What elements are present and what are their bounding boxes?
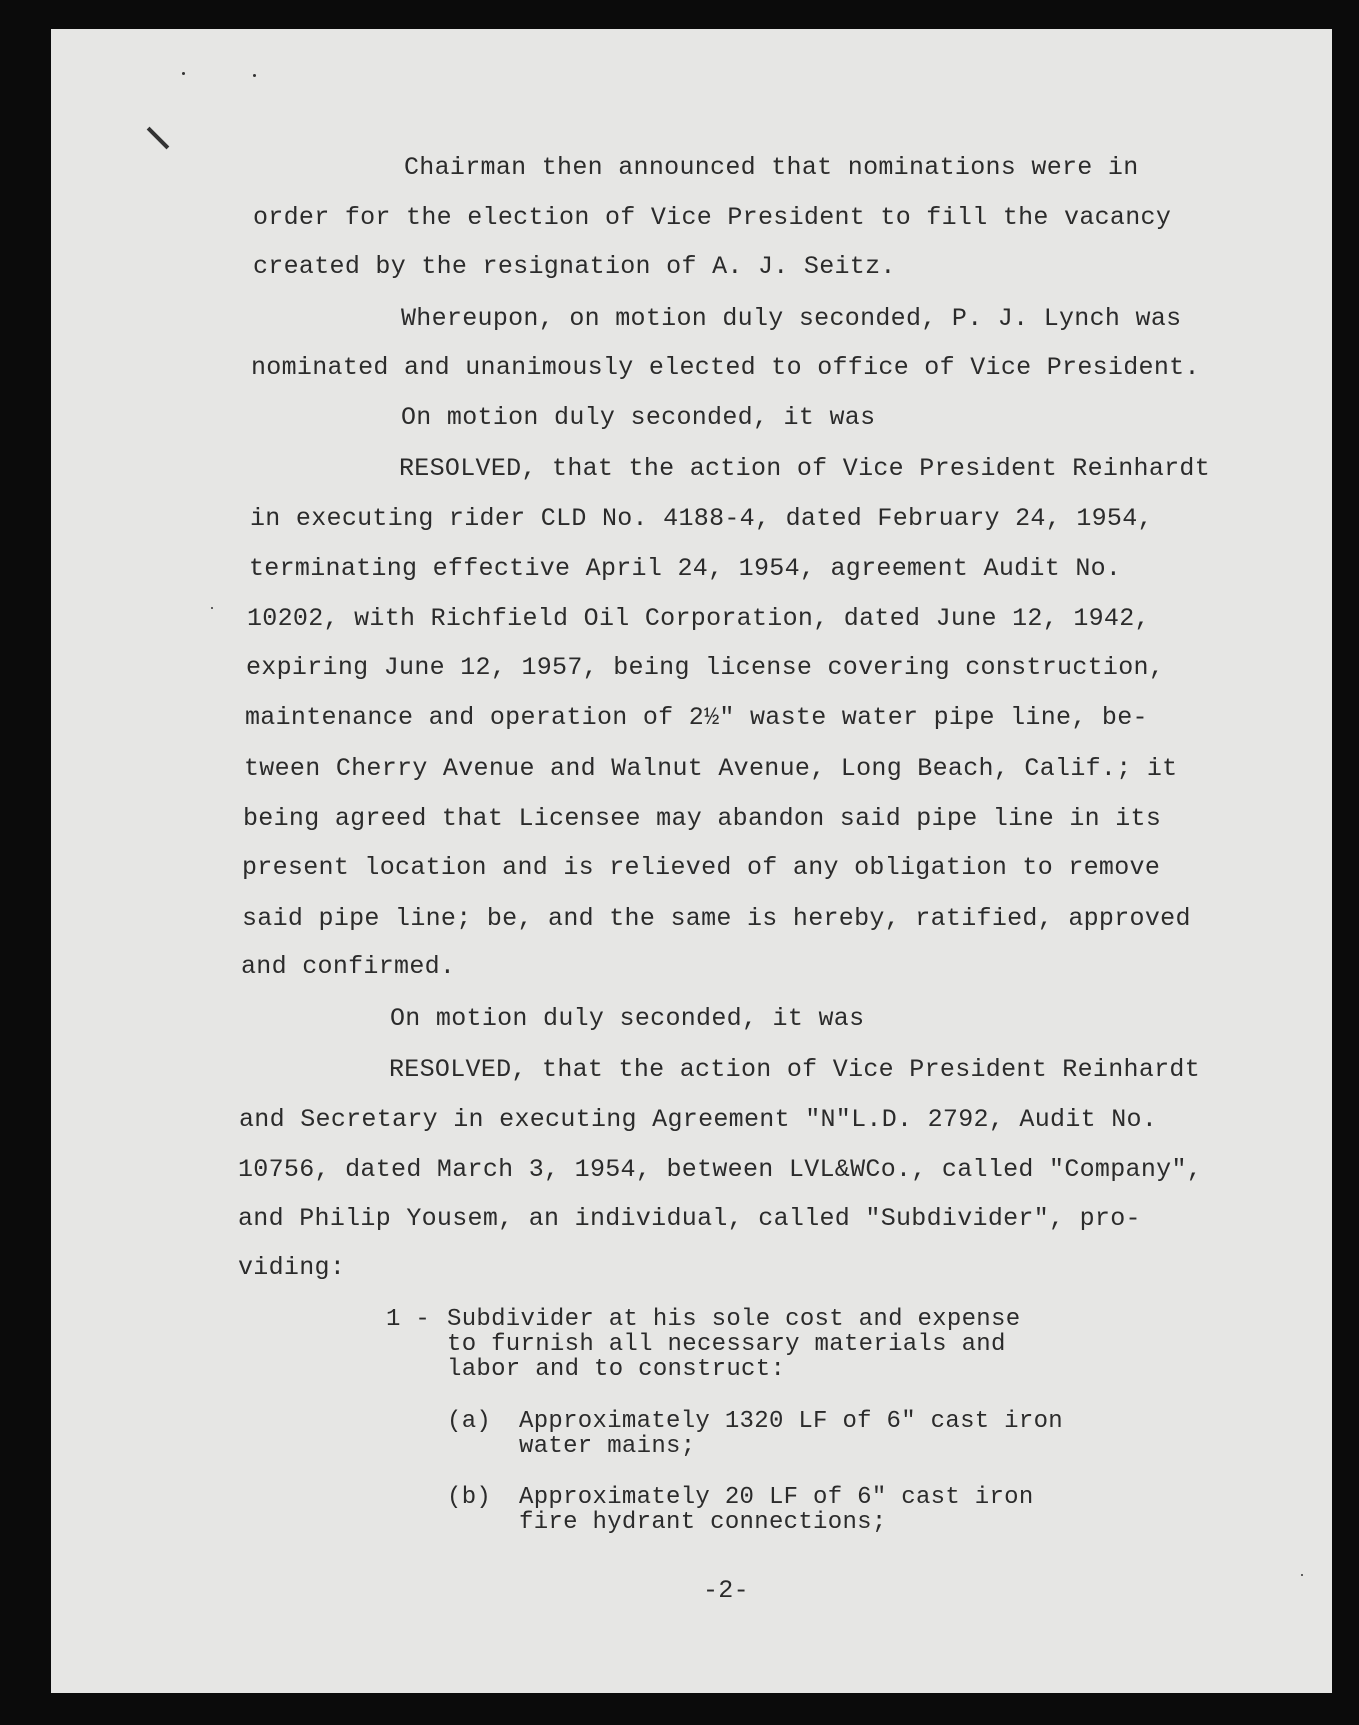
list-item-line: to furnish all necessary materials and xyxy=(447,1331,1006,1358)
list-item-line: Subdivider at his sole cost and expense xyxy=(447,1306,1021,1333)
list-item-number: 1 - xyxy=(386,1306,431,1333)
resolution-line: in executing rider CLD No. 4188-4, dated February 24, 1954, xyxy=(250,504,1153,533)
sub-item-line: fire hydrant connections; xyxy=(519,1509,887,1536)
resolution-line: and Philip Yousem, an individual, called "Subdivider", pro- xyxy=(238,1204,1141,1233)
resolution-line: and Secretary in executing Agreement "N"L.D. 2792, Audit No. xyxy=(239,1105,1158,1134)
resolution-line: said pipe line; be, and the same is hereby, ratified, approved xyxy=(242,904,1191,933)
paragraph-line: created by the resignation of A. J. Seitz. xyxy=(253,252,896,281)
resolution-line: RESOLVED, that the action of Vice President Reinhardt xyxy=(389,1055,1201,1084)
paragraph-line: Whereupon, on motion duly seconded, P. J. Lynch was xyxy=(401,304,1182,333)
resolution-line: tween Cherry Avenue and Walnut Avenue, Long Beach, Calif.; it xyxy=(244,754,1178,783)
resolution-line: 10202, with Richfield Oil Corporation, dated June 12, 1942, xyxy=(247,604,1150,633)
sub-item-label: (a) xyxy=(447,1408,492,1435)
paragraph-line: Chairman then announced that nominations were in xyxy=(404,153,1139,182)
page-number: -2- xyxy=(703,1576,749,1605)
sub-item-label: (b) xyxy=(447,1484,492,1511)
resolution-line: expiring June 12, 1957, being license covering construction, xyxy=(246,653,1165,682)
resolution-line: present location and is relieved of any obligation to remove xyxy=(242,853,1161,882)
sub-item-line: Approximately 1320 LF of 6" cast iron xyxy=(519,1408,1063,1435)
resolution-line: 10756, dated March 3, 1954, between LVL&WCo., called "Company", xyxy=(238,1155,1203,1184)
resolution-line: RESOLVED, that the action of Vice President Reinhardt xyxy=(399,454,1211,483)
list-item-line: labor and to construct: xyxy=(447,1356,786,1383)
sub-item-line: water mains; xyxy=(519,1433,696,1460)
resolution-line: and confirmed. xyxy=(241,952,456,981)
resolution-line: maintenance and operation of 2½" waste water pipe line, be- xyxy=(245,703,1148,732)
motion-line: On motion duly seconded, it was xyxy=(390,1004,865,1033)
sub-item-line: Approximately 20 LF of 6" cast iron xyxy=(519,1484,1034,1511)
resolution-line: being agreed that Licensee may abandon said pipe line in its xyxy=(243,804,1162,833)
resolution-line: viding: xyxy=(238,1253,346,1282)
resolution-line: terminating effective April 24, 1954, agreement Audit No. xyxy=(249,554,1122,583)
paragraph-line: nominated and unanimously elected to office of Vice President. xyxy=(251,353,1200,382)
paragraph-line: order for the election of Vice President to fill the vacancy xyxy=(253,203,1172,232)
motion-line: On motion duly seconded, it was xyxy=(401,403,876,432)
stray-mark xyxy=(182,72,185,75)
stray-mark xyxy=(253,74,256,77)
stray-mark xyxy=(211,607,213,609)
stray-mark xyxy=(1301,1574,1303,1576)
